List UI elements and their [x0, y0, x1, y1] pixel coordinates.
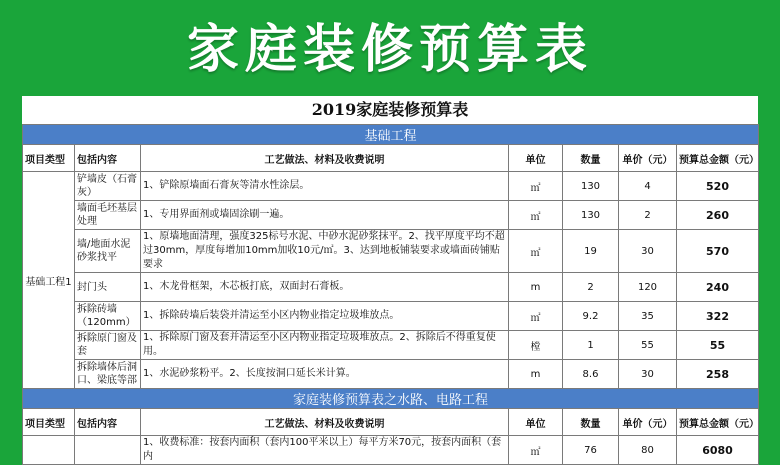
section-header-row — [23, 389, 759, 409]
content-cell: 拆除原门窗及套 — [75, 331, 141, 360]
column-header: 预算总金额（元） — [677, 409, 759, 436]
content-cell — [75, 436, 141, 465]
quantity-cell: 9.2 — [563, 302, 619, 331]
price-cell: 120 — [619, 273, 677, 302]
unit-cell: m — [509, 360, 563, 389]
category-cell: 基础工程1 — [23, 172, 75, 389]
category-cell — [23, 436, 75, 465]
process-cell: 1、拆除砖墙后装袋并清运至小区内物业指定垃圾堆放点。 — [141, 302, 509, 331]
column-header: 项目类型 — [23, 409, 75, 436]
column-header: 工艺做法、材料及收费说明 — [141, 145, 509, 172]
process-cell: 1、铲除原墙面石膏灰等清水性涂层。 — [141, 172, 509, 201]
quantity-cell: 1 — [563, 331, 619, 360]
price-cell: 4 — [619, 172, 677, 201]
content-cell: 封门头 — [75, 273, 141, 302]
process-cell: 1、专用界面剂或墙固涂刷一遍。 — [141, 201, 509, 230]
table-row — [23, 360, 759, 389]
column-header-row — [23, 409, 759, 436]
unit-cell: ㎡ — [509, 230, 563, 273]
section-title: 基础工程 — [23, 125, 759, 145]
column-header: 单位 — [509, 409, 563, 436]
unit-cell: ㎡ — [509, 201, 563, 230]
content-cell: 墙/地面水泥砂浆找平 — [75, 230, 141, 273]
column-header: 工艺做法、材料及收费说明 — [141, 409, 509, 436]
banner — [0, 0, 780, 88]
price-cell: 55 — [619, 331, 677, 360]
table-row — [23, 331, 759, 360]
table-row — [23, 201, 759, 230]
content-cell: 墙面毛坯基层处理 — [75, 201, 141, 230]
process-cell: 1、原墙地面清理，强度325标号水泥、中砂水泥砂浆抹平。2、找平厚度平均不超过30mm，厚度每增加10mm加收10元/㎡。3、达到地板铺装要求或墙面砖铺贴要求 — [141, 230, 509, 273]
quantity-cell: 130 — [563, 172, 619, 201]
table-row — [23, 436, 759, 465]
total-cell: 55 — [677, 331, 759, 360]
process-cell: 1、水泥砂浆粉平。2、长度按洞口延长米计算。 — [141, 360, 509, 389]
table-row — [23, 273, 759, 302]
column-header-row — [23, 145, 759, 172]
content-cell: 拆除砖墙（120mm） — [75, 302, 141, 331]
quantity-cell: 19 — [563, 230, 619, 273]
column-header: 预算总金额（元） — [677, 145, 759, 172]
banner-title: 家庭装修预算表 — [186, 19, 593, 80]
section-header-row — [23, 125, 759, 145]
process-cell: 1、木龙骨框架，木芯板打底，双面封石膏板。 — [141, 273, 509, 302]
table-row — [23, 230, 759, 273]
column-header: 包括内容 — [75, 145, 141, 172]
table-row — [23, 302, 759, 331]
quantity-cell: 130 — [563, 201, 619, 230]
process-cell: 1、收费标准：按套内面积（套内100平米以上）每平方米70元，按套内面积（套内 — [141, 436, 509, 465]
column-header: 项目类型 — [23, 145, 75, 172]
column-header: 数量 — [563, 409, 619, 436]
table-row — [23, 172, 759, 201]
column-header: 单价（元） — [619, 409, 677, 436]
unit-cell: ㎡ — [509, 302, 563, 331]
total-cell: 260 — [677, 201, 759, 230]
budget-table — [22, 124, 759, 465]
price-cell: 30 — [619, 230, 677, 273]
quantity-cell: 8.6 — [563, 360, 619, 389]
unit-cell: ㎡ — [509, 172, 563, 201]
total-cell: 258 — [677, 360, 759, 389]
content-cell: 拆除墙体后洞口、梁底等部 — [75, 360, 141, 389]
column-header: 单价（元） — [619, 145, 677, 172]
total-cell: 322 — [677, 302, 759, 331]
unit-cell: 樘 — [509, 331, 563, 360]
document-title: 2019家庭装修预算表 — [311, 100, 469, 119]
price-cell: 30 — [619, 360, 677, 389]
column-header: 单位 — [509, 145, 563, 172]
column-header: 包括内容 — [75, 409, 141, 436]
price-cell: 35 — [619, 302, 677, 331]
process-cell: 1、拆除原门窗及套并清运至小区内物业指定垃圾堆放点。2、拆除后不得重复使用。 — [141, 331, 509, 360]
unit-cell: ㎡ — [509, 436, 563, 465]
section-title: 家庭装修预算表之水路、电路工程 — [23, 389, 759, 409]
price-cell: 80 — [619, 436, 677, 465]
total-cell: 570 — [677, 230, 759, 273]
total-cell: 240 — [677, 273, 759, 302]
price-cell: 2 — [619, 201, 677, 230]
total-cell: 520 — [677, 172, 759, 201]
total-cell: 6080 — [677, 436, 759, 465]
quantity-cell: 76 — [563, 436, 619, 465]
budget-sheet — [22, 96, 759, 462]
content-cell: 铲墙皮（石膏灰） — [75, 172, 141, 201]
column-header: 数量 — [563, 145, 619, 172]
unit-cell: m — [509, 273, 563, 302]
quantity-cell: 2 — [563, 273, 619, 302]
